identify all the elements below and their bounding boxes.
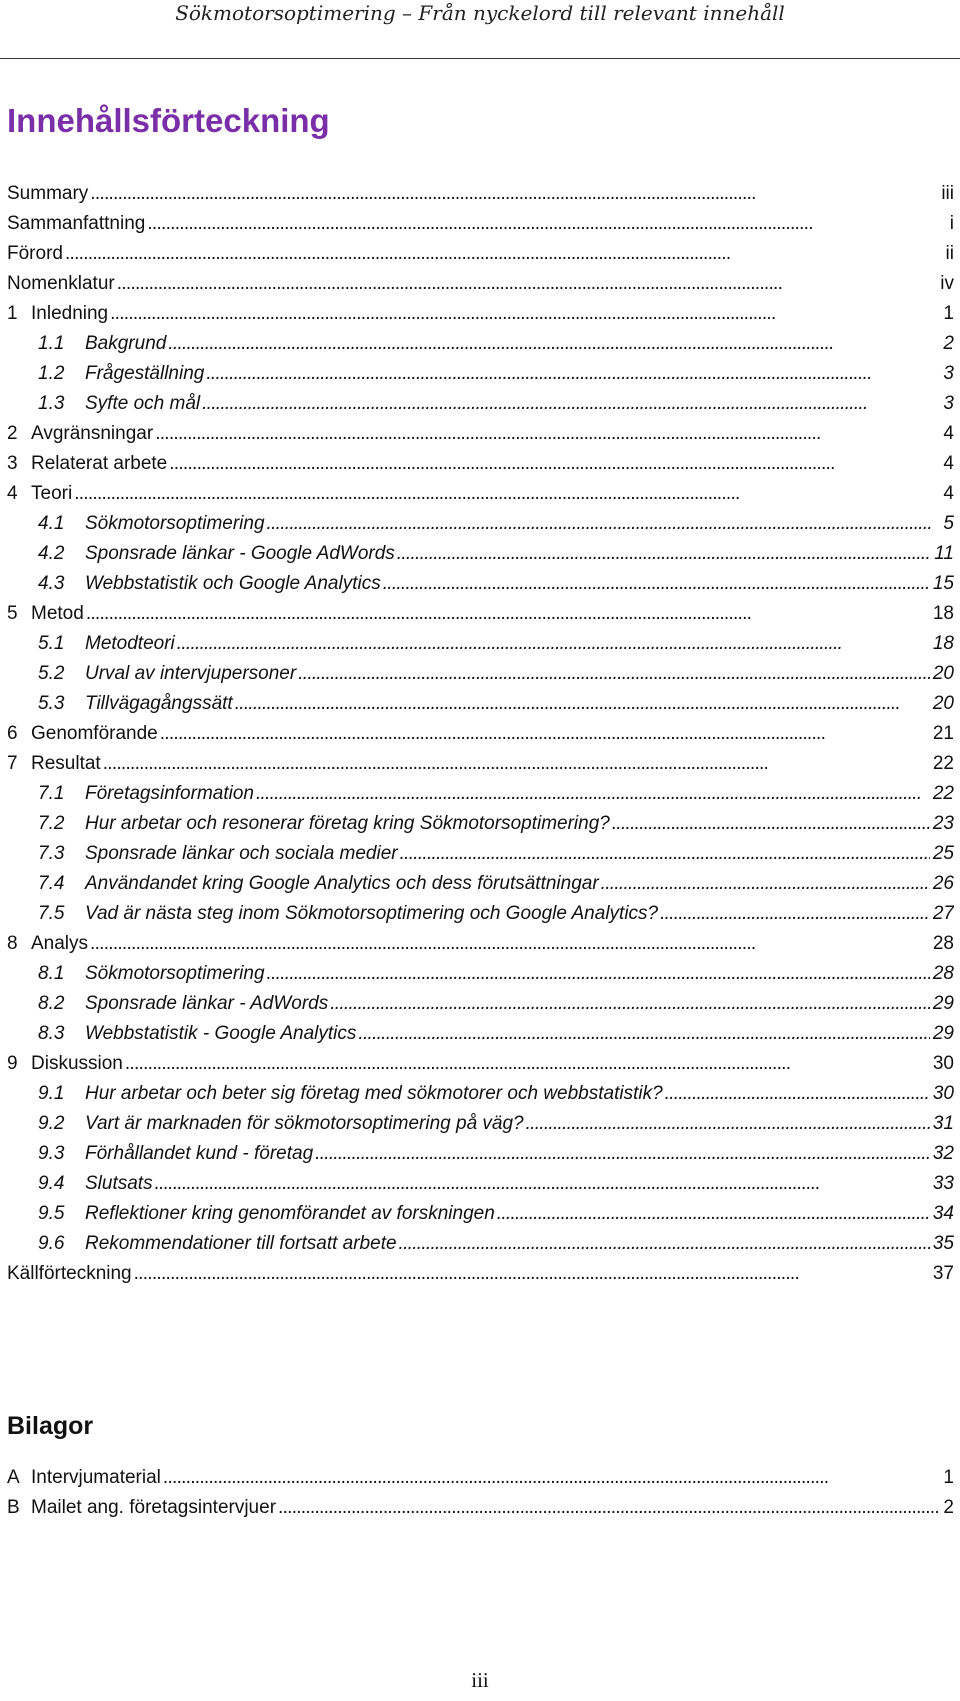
toc-entry-label: Förhållandet kund - företag bbox=[85, 1143, 314, 1164]
dot-leader bbox=[134, 1259, 930, 1289]
toc-entry-number: 4.1 bbox=[38, 513, 65, 534]
toc-entry[interactable] bbox=[7, 449, 954, 479]
dot-leader bbox=[660, 899, 930, 929]
toc-entry-page: 32 bbox=[932, 1143, 954, 1164]
toc-entry[interactable] bbox=[7, 509, 954, 539]
toc-entry-label: Resultat bbox=[31, 753, 101, 774]
toc-entry-number: 1.2 bbox=[38, 363, 65, 384]
toc-entry-label: Webbstatistik och Google Analytics bbox=[85, 573, 381, 594]
toc-entry-number: 5.1 bbox=[38, 633, 65, 654]
toc-entry[interactable] bbox=[7, 719, 954, 749]
toc-entry-label: Frågeställning bbox=[85, 363, 205, 384]
dot-leader bbox=[298, 659, 930, 689]
toc-entry-page: 37 bbox=[932, 1263, 954, 1284]
toc-entry-page: 18 bbox=[932, 633, 954, 654]
dot-leader bbox=[267, 509, 941, 539]
dot-leader bbox=[90, 179, 938, 209]
toc-entry-label: Reflektioner kring genomförandet av forskningen bbox=[85, 1203, 495, 1224]
toc-entry-number: 6 bbox=[7, 723, 18, 744]
dot-leader bbox=[400, 839, 930, 869]
toc-entry[interactable] bbox=[7, 809, 954, 839]
dot-leader bbox=[612, 809, 930, 839]
toc-entry-label: Webbstatistik - Google Analytics bbox=[85, 1023, 357, 1044]
dot-leader bbox=[169, 449, 940, 479]
toc-entry[interactable] bbox=[7, 899, 954, 929]
toc-entry-label: Sponsrade länkar - AdWords bbox=[85, 993, 329, 1014]
toc-entry[interactable] bbox=[7, 1229, 954, 1259]
toc-entry-number: 4 bbox=[7, 483, 18, 504]
toc-entry-label: Slutsats bbox=[85, 1173, 153, 1194]
toc-entry-page: 4 bbox=[943, 483, 954, 504]
toc-entry-label: Genomförande bbox=[31, 723, 158, 744]
dot-leader bbox=[147, 209, 946, 239]
toc-entry-label: Nomenklatur bbox=[7, 273, 115, 294]
toc-entry[interactable] bbox=[7, 239, 954, 269]
toc-entry-label: Hur arbetar och beter sig företag med sökmotorer och webbstatistik? bbox=[85, 1083, 663, 1104]
toc-entry-page: 27 bbox=[932, 903, 954, 924]
dot-leader bbox=[665, 1079, 930, 1109]
toc-entry-number: 7.3 bbox=[38, 843, 65, 864]
toc-entry-number: 8.3 bbox=[38, 1023, 65, 1044]
toc-entry-number: A bbox=[7, 1467, 20, 1488]
toc-entry-page: ii bbox=[945, 243, 954, 264]
toc-entry-page: iii bbox=[941, 183, 954, 204]
dot-leader bbox=[155, 1169, 930, 1199]
toc-entry-page: iv bbox=[940, 273, 954, 294]
toc-entry-number: 5.3 bbox=[38, 693, 65, 714]
toc-entry-label: Vart är marknaden för sökmotorsoptimering på väg? bbox=[85, 1113, 524, 1134]
toc-entry-page: 33 bbox=[932, 1173, 954, 1194]
dot-leader bbox=[267, 959, 930, 989]
toc-entry-label: Bakgrund bbox=[85, 333, 167, 354]
header-rule bbox=[0, 58, 960, 59]
toc-entry-number: 4.2 bbox=[38, 543, 65, 564]
toc-entry-label: Sammanfattning bbox=[7, 213, 146, 234]
dot-leader bbox=[168, 329, 940, 359]
toc-entry-page: 29 bbox=[932, 993, 954, 1014]
toc-entry[interactable] bbox=[7, 1493, 954, 1523]
toc-list bbox=[7, 179, 954, 1289]
toc-entry-page: 34 bbox=[932, 1203, 954, 1224]
toc-entry-page: 28 bbox=[932, 963, 954, 984]
toc-entry[interactable] bbox=[7, 839, 954, 869]
dot-leader bbox=[110, 299, 940, 329]
toc-entry-number: 1.1 bbox=[38, 333, 65, 354]
toc-entry-number: 5.2 bbox=[38, 663, 65, 684]
toc-entry-label: Relaterat arbete bbox=[31, 453, 168, 474]
toc-entry-label: Syfte och mål bbox=[85, 393, 201, 414]
toc-entry-number: 7.5 bbox=[38, 903, 65, 924]
toc-entry-number: 8.2 bbox=[38, 993, 65, 1014]
dot-leader bbox=[202, 389, 940, 419]
toc-entry[interactable] bbox=[7, 299, 954, 329]
toc-entry-number: 9.5 bbox=[38, 1203, 65, 1224]
toc-entry-page: 4 bbox=[943, 423, 954, 444]
toc-entry-label: Vad är nästa steg inom Sökmotorsoptimering och Google Analytics? bbox=[85, 903, 659, 924]
toc-entry[interactable] bbox=[7, 659, 954, 689]
toc-entry[interactable] bbox=[7, 479, 954, 509]
toc-entry-page: 21 bbox=[932, 723, 954, 744]
toc-entry[interactable] bbox=[7, 389, 954, 419]
toc-title: Innehållsförteckning bbox=[7, 102, 330, 139]
toc-entry-label: Mailet ang. företagsintervjuer bbox=[31, 1497, 277, 1518]
toc-entry-label: Diskussion bbox=[31, 1053, 123, 1074]
toc-entry-number: 9.4 bbox=[38, 1173, 65, 1194]
toc-entry-page: i bbox=[949, 213, 954, 234]
toc-entry-page: 1 bbox=[943, 303, 954, 324]
toc-entry-page: 20 bbox=[932, 693, 954, 714]
dot-leader bbox=[235, 689, 930, 719]
toc-entry-page: 23 bbox=[932, 813, 954, 834]
toc-entry-number: 8.1 bbox=[38, 963, 65, 984]
toc-entry[interactable] bbox=[7, 929, 954, 959]
toc-entry[interactable] bbox=[7, 539, 954, 569]
toc-entry-label: Källförteckning bbox=[7, 1263, 132, 1284]
toc-entry-number: 9.3 bbox=[38, 1143, 65, 1164]
toc-entry-label: Urval av intervjupersoner bbox=[85, 663, 297, 684]
dot-leader bbox=[526, 1109, 930, 1139]
dot-leader bbox=[315, 1139, 930, 1169]
toc-entry-label: Sponsrade länkar - Google AdWords bbox=[85, 543, 395, 564]
dot-leader bbox=[330, 989, 930, 1019]
toc-entry-number: 5 bbox=[7, 603, 18, 624]
toc-entry[interactable] bbox=[7, 779, 954, 809]
appendix-list bbox=[7, 1463, 954, 1523]
toc-entry-label: Metod bbox=[31, 603, 84, 624]
toc-entry-page: 5 bbox=[943, 513, 954, 534]
toc-entry-number: 3 bbox=[7, 453, 18, 474]
toc-entry[interactable] bbox=[7, 629, 954, 659]
toc-entry-page: 15 bbox=[932, 573, 954, 594]
toc-entry-page: 22 bbox=[932, 753, 954, 774]
toc-entry-label: Hur arbetar och resonerar företag kring Sökmotorsoptimering? bbox=[85, 813, 610, 834]
toc-entry[interactable] bbox=[7, 269, 954, 299]
toc-entry-page: 11 bbox=[934, 543, 954, 564]
toc-entry-label: Teori bbox=[31, 483, 73, 504]
toc-entry[interactable] bbox=[7, 959, 954, 989]
dot-leader bbox=[497, 1199, 930, 1229]
dot-leader bbox=[125, 1049, 930, 1079]
dot-leader bbox=[86, 599, 930, 629]
toc-entry[interactable] bbox=[7, 569, 954, 599]
toc-entry-page: 1 bbox=[943, 1467, 954, 1488]
toc-entry[interactable] bbox=[7, 689, 954, 719]
dot-leader bbox=[256, 779, 930, 809]
toc-entry-number: 7.4 bbox=[38, 873, 65, 894]
toc-entry[interactable] bbox=[7, 1463, 954, 1493]
toc-entry-number: 2 bbox=[7, 423, 18, 444]
toc-entry-number: B bbox=[7, 1497, 20, 1518]
toc-entry[interactable] bbox=[7, 329, 954, 359]
running-header: Sökmotorsoptimering – Från nyckelord till relevant innehåll bbox=[175, 1, 785, 25]
toc-entry[interactable] bbox=[7, 179, 954, 209]
toc-entry-page: 4 bbox=[943, 453, 954, 474]
dot-leader bbox=[65, 239, 943, 269]
dot-leader bbox=[163, 1463, 941, 1493]
toc-entry[interactable] bbox=[7, 749, 954, 779]
toc-entry[interactable] bbox=[7, 1169, 954, 1199]
toc-entry-label: Analys bbox=[31, 933, 89, 954]
dot-leader bbox=[206, 359, 940, 389]
toc-entry-page: 3 bbox=[943, 363, 954, 384]
dot-leader bbox=[177, 629, 930, 659]
toc-entry-label: Förord bbox=[7, 243, 63, 264]
dot-leader bbox=[399, 1229, 930, 1259]
toc-entry-label: Användandet kring Google Analytics och dess förutsättningar bbox=[85, 873, 599, 894]
toc-entry-page: 2 bbox=[943, 1497, 954, 1518]
toc-entry-page: 29 bbox=[932, 1023, 954, 1044]
toc-entry-label: Sökmotorsoptimering bbox=[85, 963, 265, 984]
toc-entry[interactable] bbox=[7, 989, 954, 1019]
toc-entry[interactable] bbox=[7, 1019, 954, 1049]
toc-entry-label: Intervjumaterial bbox=[31, 1467, 161, 1488]
toc-entry[interactable] bbox=[7, 1109, 954, 1139]
dot-leader bbox=[397, 539, 931, 569]
toc-entry-number: 1.3 bbox=[38, 393, 65, 414]
toc-entry-page: 2 bbox=[943, 333, 954, 354]
toc-entry-number: 7 bbox=[7, 753, 18, 774]
dot-leader bbox=[117, 269, 938, 299]
toc-entry[interactable] bbox=[7, 1139, 954, 1169]
toc-entry-label: Företagsinformation bbox=[85, 783, 254, 804]
toc-entry-page: 30 bbox=[932, 1053, 954, 1074]
toc-entry-number: 9.2 bbox=[38, 1113, 65, 1134]
toc-entry-page: 26 bbox=[932, 873, 954, 894]
toc-entry[interactable] bbox=[7, 419, 954, 449]
toc-entry-label: Rekommendationer till fortsatt arbete bbox=[85, 1233, 397, 1254]
toc-entry-label: Sökmotorsoptimering bbox=[85, 513, 265, 534]
dot-leader bbox=[278, 1493, 940, 1523]
toc-entry-page: 20 bbox=[932, 663, 954, 684]
toc-entry[interactable] bbox=[7, 1049, 954, 1079]
toc-entry-number: 8 bbox=[7, 933, 18, 954]
toc-entry[interactable] bbox=[7, 1259, 954, 1289]
toc-entry-label: Sponsrade länkar och sociala medier bbox=[85, 843, 398, 864]
toc-entry-label: Summary bbox=[7, 183, 89, 204]
toc-entry[interactable] bbox=[7, 209, 954, 239]
toc-entry-number: 7.2 bbox=[38, 813, 65, 834]
toc-entry-number: 9.1 bbox=[38, 1083, 65, 1104]
toc-entry[interactable] bbox=[7, 1199, 954, 1229]
dot-leader bbox=[74, 479, 940, 509]
toc-entry-label: Inledning bbox=[31, 303, 109, 324]
toc-entry[interactable] bbox=[7, 599, 954, 629]
dot-leader bbox=[160, 719, 930, 749]
toc-entry-number: 9 bbox=[7, 1053, 18, 1074]
toc-entry[interactable] bbox=[7, 1079, 954, 1109]
toc-entry-number: 1 bbox=[7, 303, 18, 324]
dot-leader bbox=[383, 569, 930, 599]
toc-entry-page: 28 bbox=[932, 933, 954, 954]
dot-leader bbox=[155, 419, 940, 449]
appendix-title: Bilagor bbox=[7, 1412, 94, 1440]
page-number: iii bbox=[471, 1668, 489, 1692]
dot-leader bbox=[358, 1019, 929, 1049]
toc-entry-page: 22 bbox=[932, 783, 954, 804]
toc-entry-number: 9.6 bbox=[38, 1233, 65, 1254]
toc-entry-number: 7.1 bbox=[38, 783, 65, 804]
dot-leader bbox=[601, 869, 930, 899]
toc-entry-label: Tillvägagångssätt bbox=[85, 693, 233, 714]
toc-entry-page: 31 bbox=[932, 1113, 954, 1134]
toc-entry-number: 4.3 bbox=[38, 573, 65, 594]
toc-entry-label: Metodteori bbox=[85, 633, 175, 654]
toc-entry-page: 30 bbox=[932, 1083, 954, 1104]
toc-entry-page: 18 bbox=[932, 603, 954, 624]
toc-entry[interactable] bbox=[7, 869, 954, 899]
toc-entry-page: 25 bbox=[932, 843, 954, 864]
toc-entry-page: 35 bbox=[932, 1233, 954, 1254]
dot-leader bbox=[90, 929, 930, 959]
toc-entry[interactable] bbox=[7, 359, 954, 389]
toc-entry-page: 3 bbox=[943, 393, 954, 414]
dot-leader bbox=[103, 749, 930, 779]
toc-entry-label: Avgränsningar bbox=[31, 423, 154, 444]
